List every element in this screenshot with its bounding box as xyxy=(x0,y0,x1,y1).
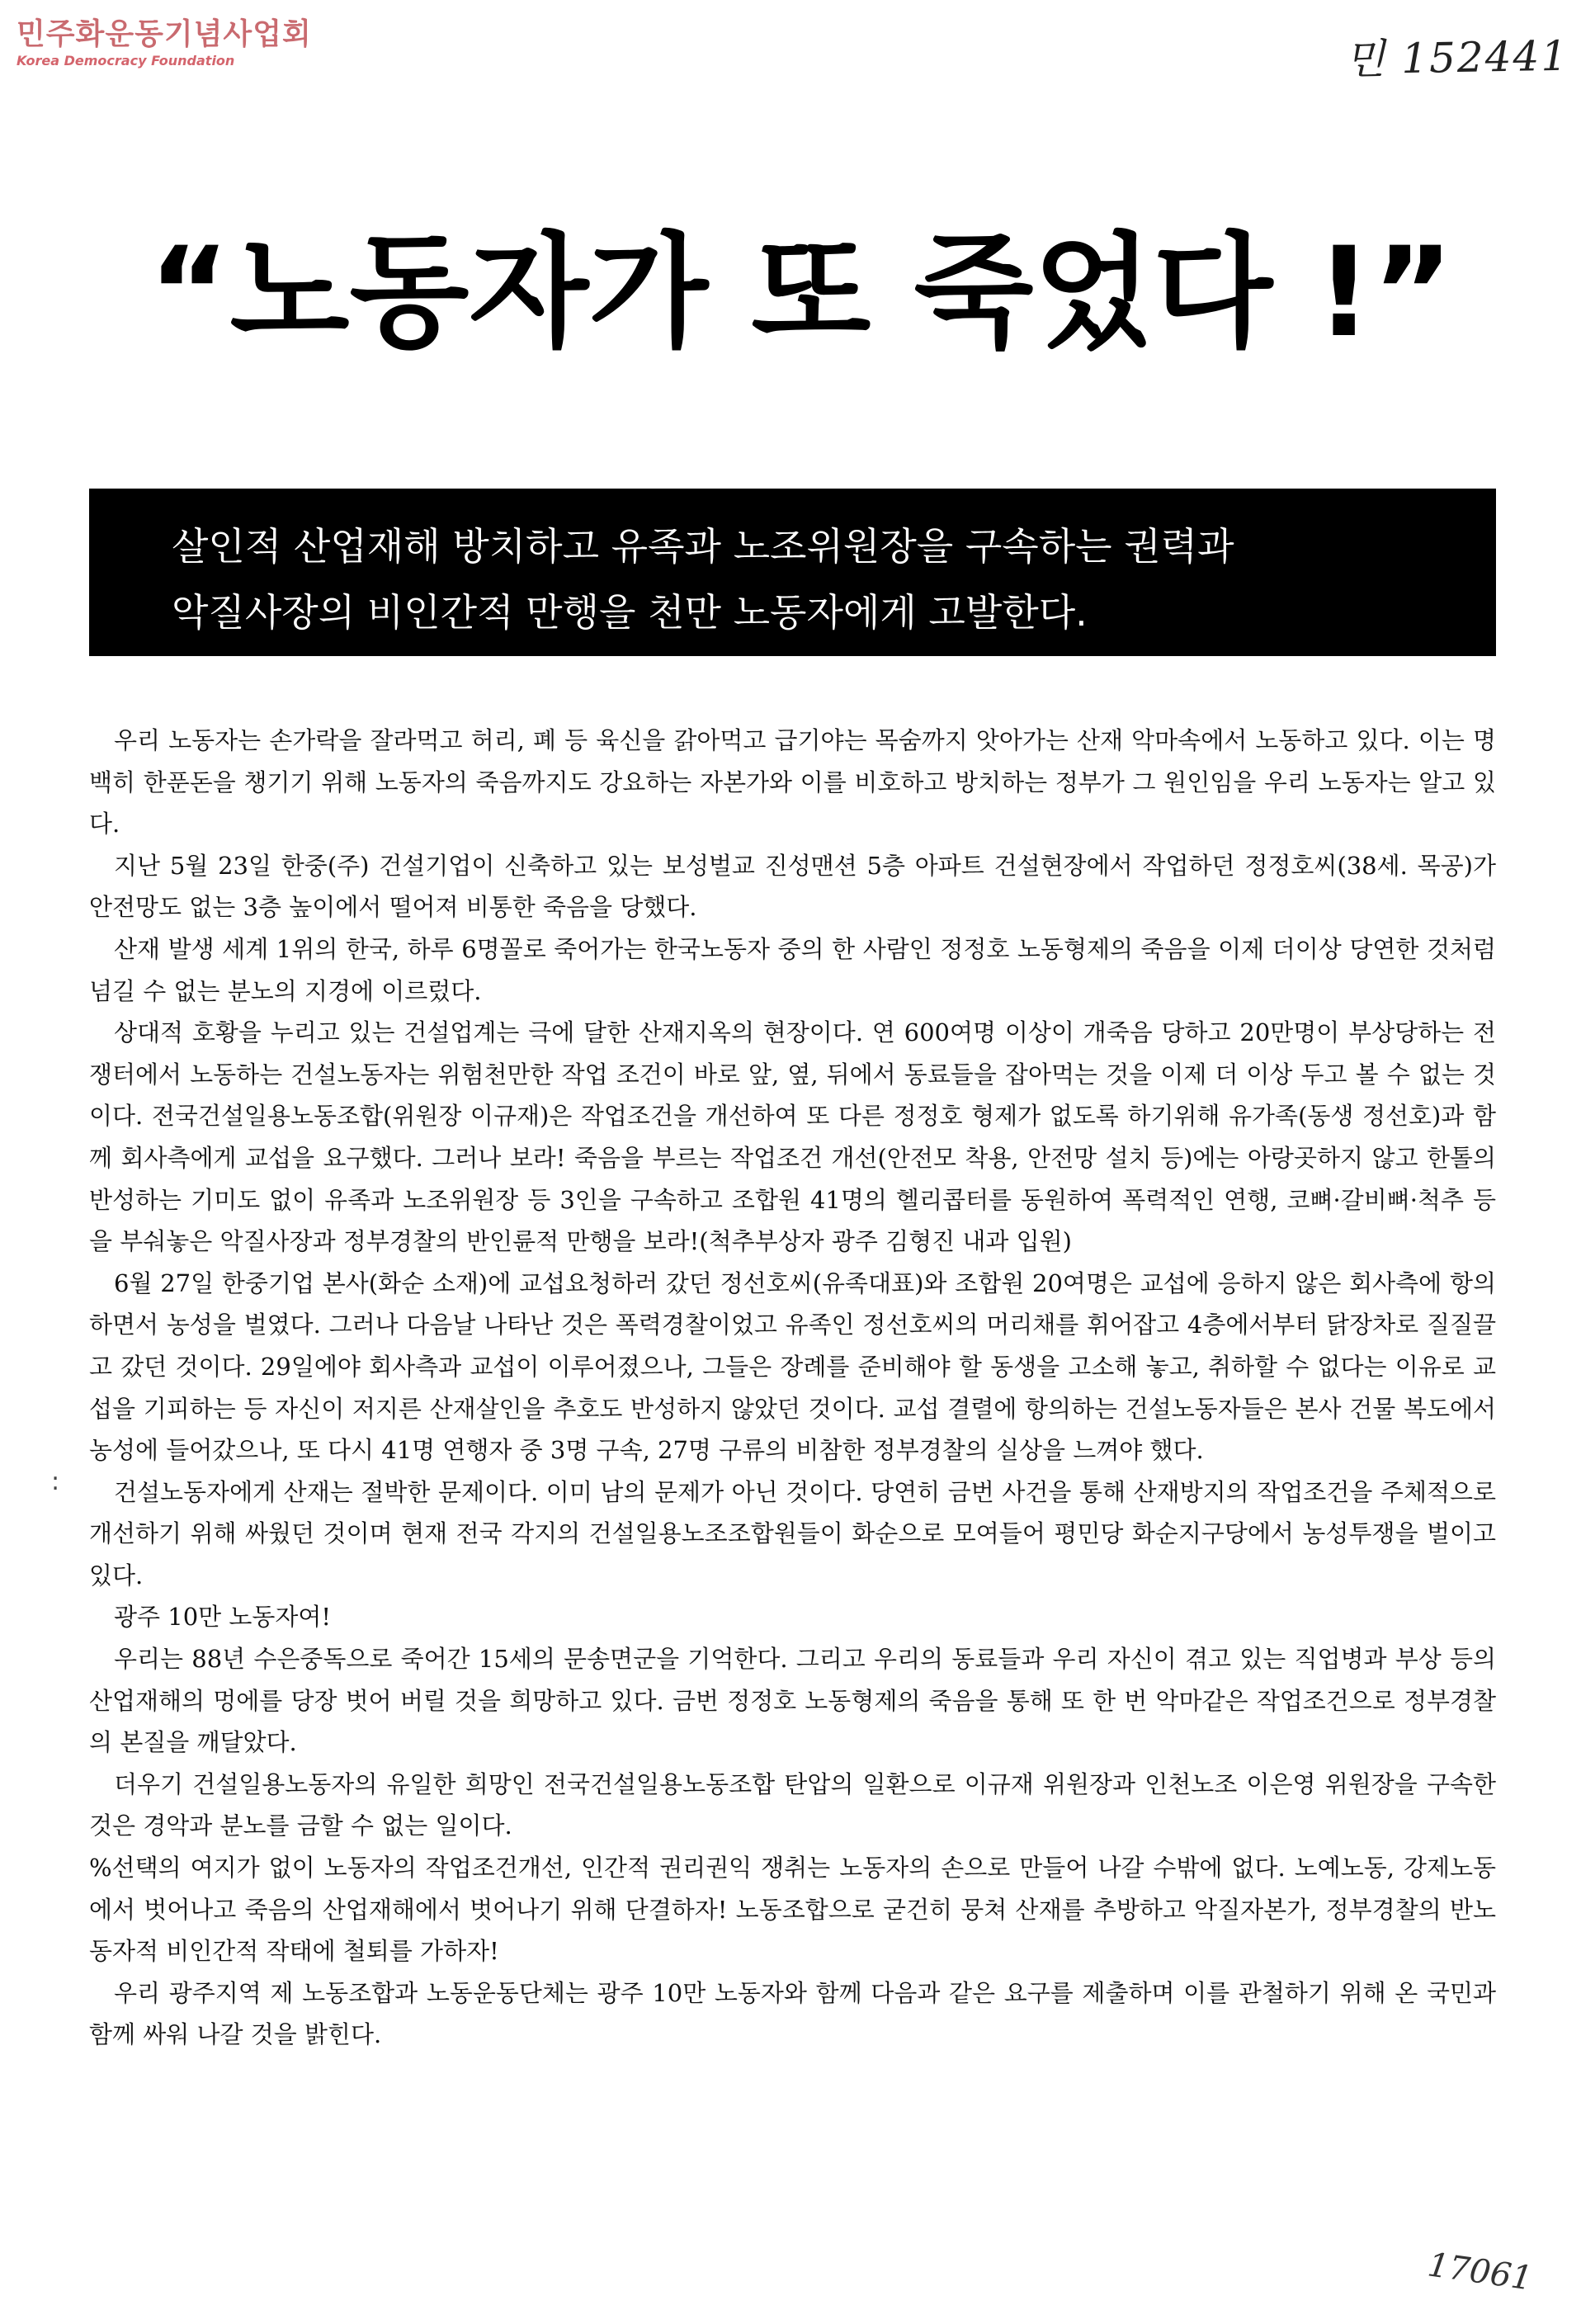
paragraph-8: 우리는 88년 수은중독으로 죽어간 15세의 문송면군을 기억한다. 그리고 우리의 동료들과 우리 자신이 겪고 있는 직업병과 부상 등의 산업재해의 멍에를 당장 벗어 버릴 것을 희망하고 있다. 금번 정정호 노동형제의 죽음을 통해 또 한 번 악마같은 작업조건으로 정부경찰의 본질을 깨달았다. xyxy=(89,1645,1496,1757)
margin-mark: : xyxy=(51,1467,60,1496)
paragraph-1: 우리 노동자는 손가락을 잘라먹고 허리, 폐 등 육신을 갉아먹고 급기야는 목숨까지 앗아가는 산재 악마속에서 노동하고 있다. 이는 명백히 한푼돈을 챙기기 위해 노동자의 죽음까지도 강요하는 자본가와 이를 비호하고 방치하는 정부가 그 원인임을 우리 노동자는 알고 있다. xyxy=(89,726,1496,838)
paragraph-4: 상대적 호황을 누리고 있는 건설업계는 극에 달한 산재지옥의 현장이다. 연 600여명 이상이 개죽음 당하고 20만명이 부상당하는 전쟁터에서 노동하는 건설노동자는 위험천만한 작업 조건이 바로 앞, 옆, 뒤에서 동료들을 잡아먹는 것을 이제 더 이상 두고 볼 수 없는 것이다. 전국건설일용노동조합(위원장 이규재)은 작업조건을 개선하여 또 다른 정정호 형제가 없도록 하기위해 유가족(동생 정선호)과 함께 회사측에게 교섭을 요구했다. 그러나 보라! 죽음을 부르는 작업조건 개선(안전모 착용, 안전망 설치 등)에는 아랑곳하지 않고 한톨의 반성하는 기미도 없이 유족과 노조위원장 등 3인을 구속하고 조합원 41명의 헬리콥터를 동원하여 폭력적인 연행, 코뼈·갈비뼈·척추 등을 부숴놓은 악질사장과 정부경찰의 반인륜적 만행을 보라!(척추부상자 광주 김형진 내과 입원) xyxy=(89,1018,1496,1256)
paragraph-7: 광주 10만 노동자여! xyxy=(114,1603,332,1632)
subtitle-banner xyxy=(89,489,1496,656)
handwritten-page-note: 17061 xyxy=(1425,2246,1535,2298)
logo-korean-text: 민주화운동기념사업회 xyxy=(17,17,312,51)
body-text xyxy=(89,720,1496,2056)
subtitle-line-1: 살인적 산업재해 방치하고 유족과 노조위원장을 구속하는 권력과 xyxy=(172,524,1234,569)
paragraph-11: 우리 광주지역 제 노동조합과 노동운동단체는 광주 10만 노동자와 함께 다음과 같은 요구를 제출하며 이를 관철하기 위해 온 국민과 함께 싸워 나갈 것을 밝힌다. xyxy=(89,1978,1496,2049)
foundation-logo xyxy=(17,18,312,69)
paragraph-5: 6월 27일 한중기업 본사(화순 소재)에 교섭요청하러 갔던 정선호씨(유족대표)와 조합원 20여명은 교섭에 응하지 않은 회사측에 항의하면서 농성을 벌였다. 그러나 다음날 나타난 것은 폭력경찰이었고 유족인 정선호씨의 머리채를 휘어잡고 4층에서부터 닭장차로 질질끌고 갔던 것이다. 29일에야 회사측과 교섭이 이루어졌으나, 그들은 장례를 준비해야 할 동생을 고소해 놓고, 취하할 수 없다는 이유로 교섭을 기피하는 등 자신이 저지른 산재살인을 추호도 반성하지 않았던 것이다. 교섭 결렬에 항의하는 건설노동자들은 본사 건물 복도에서 농성에 들어갔으나, 또 다시 41명 연행자 중 3명 구속, 27명 구류의 비참한 정부경찰의 실상을 느껴야 했다. xyxy=(89,1268,1496,1465)
paragraph-10: %선택의 여지가 없이 노동자의 작업조건개선, 인간적 권리권익 쟁취는 노동자의 손으로 만들어 나갈 수밖에 없다. 노예노동, 강제노동에서 벗어나고 죽음의 산업재해에서 벗어나기 위해 단결하자! 노동조합으로 굳건히 뭉쳐 산재를 추방하고 악질자본가, 정부경찰의 반노동자적 비인간적 작태에 철퇴를 가하자! xyxy=(89,1854,1496,1966)
paragraph-2: 지난 5월 23일 한중(주) 건설기업이 신축하고 있는 보성벌교 진성맨션 5층 아파트 건설현장에서 작업하던 정정호씨(38세. 목공)가 안전망도 없는 3층 높이에서 떨어져 비통한 죽음을 당했다. xyxy=(89,851,1496,922)
logo-english-text: Korea Democracy Foundation xyxy=(17,53,235,68)
paragraph-9: 더우기 건설일용노동자의 유일한 희망인 전국건설일용노동조합 탄압의 일환으로 이규재 위원장과 인천노조 이은영 위원장을 구속한 것은 경악과 분노를 금할 수 없는 일이다. xyxy=(89,1769,1496,1840)
subtitle-line-2: 악질사장의 비인간적 만행을 천만 노동자에게 고발한다. xyxy=(172,590,1088,635)
paragraph-3: 산재 발생 세계 1위의 한국, 하루 6명꼴로 죽어가는 한국노동자 중의 한 사람인 정정호 노동형제의 죽음을 이제 더이상 당연한 것처럼 넘길 수 없는 분노의 지경에 이르렀다. xyxy=(89,934,1496,1005)
headline: “노동자가 또 죽었다 !” xyxy=(149,221,1454,365)
archive-code-handwritten: 민 152441 xyxy=(1344,31,1569,84)
paragraph-6: 건설노동자에게 산재는 절박한 문제이다. 이미 남의 문제가 아닌 것이다. 당연히 금번 사건을 통해 산재방지의 작업조건을 주체적으로 개선하기 위해 싸웠던 것이며 현재 전국 각지의 건설일용노조조합원들이 화순으로 모여들어 평민당 화순지구당에서 농성투쟁을 벌이고 있다. xyxy=(89,1477,1497,1589)
